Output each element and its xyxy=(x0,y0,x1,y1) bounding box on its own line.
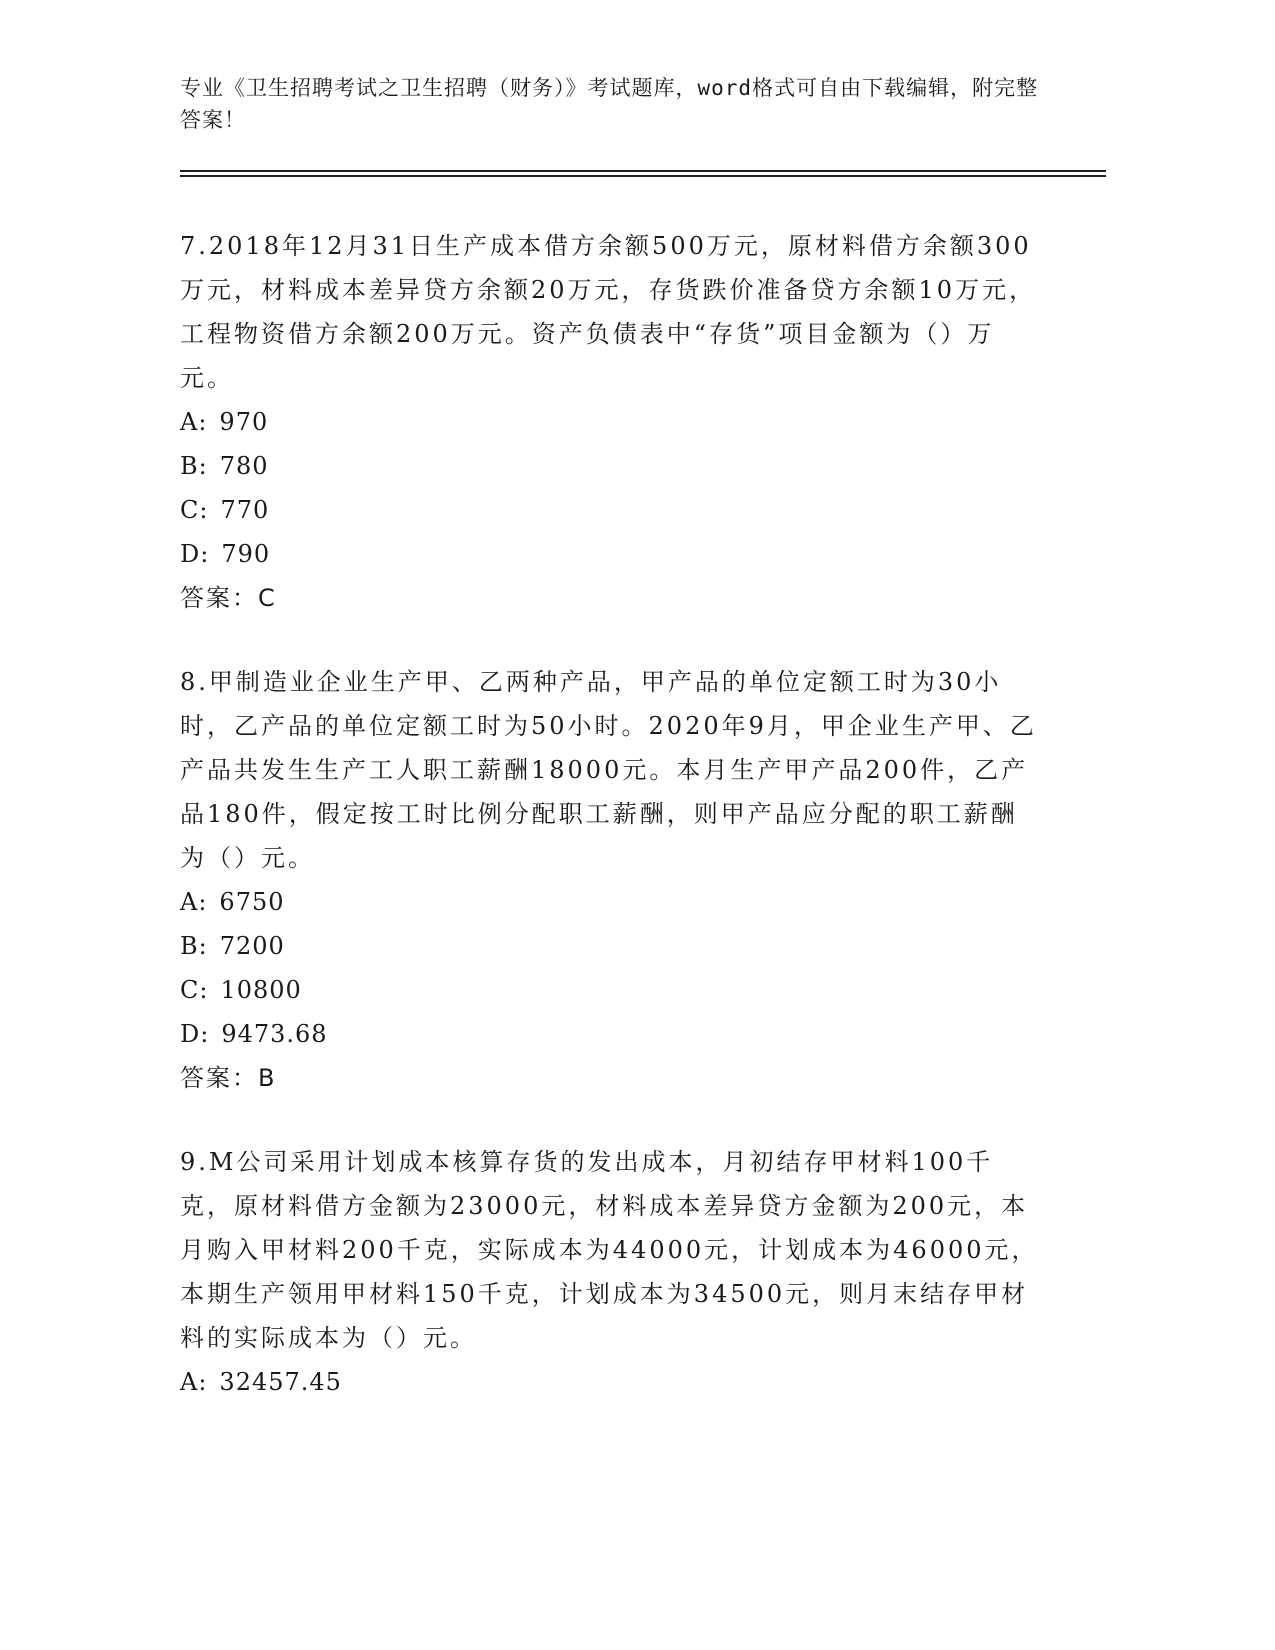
answer-label: 答案：C xyxy=(180,584,277,612)
option-a: A: 6750 xyxy=(180,888,285,916)
header-text: 专业《卫生招聘考试之卫生招聘（财务）》考试题库，word格式可自由下载编辑，附完整答案！ xyxy=(180,76,1039,132)
option-a: A: 32457.45 xyxy=(180,1368,342,1396)
option-b: B: 780 xyxy=(180,452,269,480)
option-b: B: 7200 xyxy=(180,932,285,960)
option-c: C: 10800 xyxy=(180,976,302,1004)
question-list xyxy=(180,224,1040,1444)
question-7 xyxy=(180,224,1040,620)
option-c: C: 770 xyxy=(180,496,270,524)
document-header xyxy=(180,72,1040,136)
question-9 xyxy=(180,1140,1040,1404)
question-stem: 9.M公司采用计划成本核算存货的发出成本，月初结存甲材料100千克，原材料借方金额为23000元，材料成本差异贷方金额为200元，本月购入甲材料200千克，实际成本为44000元，计划成本为46000元，本期生产领用甲材料150千克，计划成本为34500元，则月末结存甲材料的实际成本为（）元。 xyxy=(180,1148,1039,1352)
question-stem: 8.甲制造业企业生产甲、乙两种产品，甲产品的单位定额工时为30小时，乙产品的单位定额工时为50小时。2020年9月，甲企业生产甲、乙产品共发生生产工人职工薪酬18000元。本月生产甲产品200件，乙产品180件，假定按工时比例分配职工薪酬，则甲产品应分配的职工薪酬为（）元。 xyxy=(180,668,1037,872)
option-d: D: 9473.68 xyxy=(180,1020,328,1048)
answer-label: 答案：B xyxy=(180,1064,277,1092)
header-rule-top xyxy=(180,170,1106,172)
question-8 xyxy=(180,660,1040,1100)
option-d: D: 790 xyxy=(180,540,271,568)
header-rule-bottom xyxy=(180,175,1106,177)
option-a: A: 970 xyxy=(180,408,269,436)
question-stem: 7.2018年12月31日生产成本借方余额500万元，原材料借方余额300万元，材料成本差异贷方余额20万元，存货跌价准备贷方余额10万元，工程物资借方余额200万元。资产负债表中“存货”项目金额为（）万元。 xyxy=(180,232,1037,392)
